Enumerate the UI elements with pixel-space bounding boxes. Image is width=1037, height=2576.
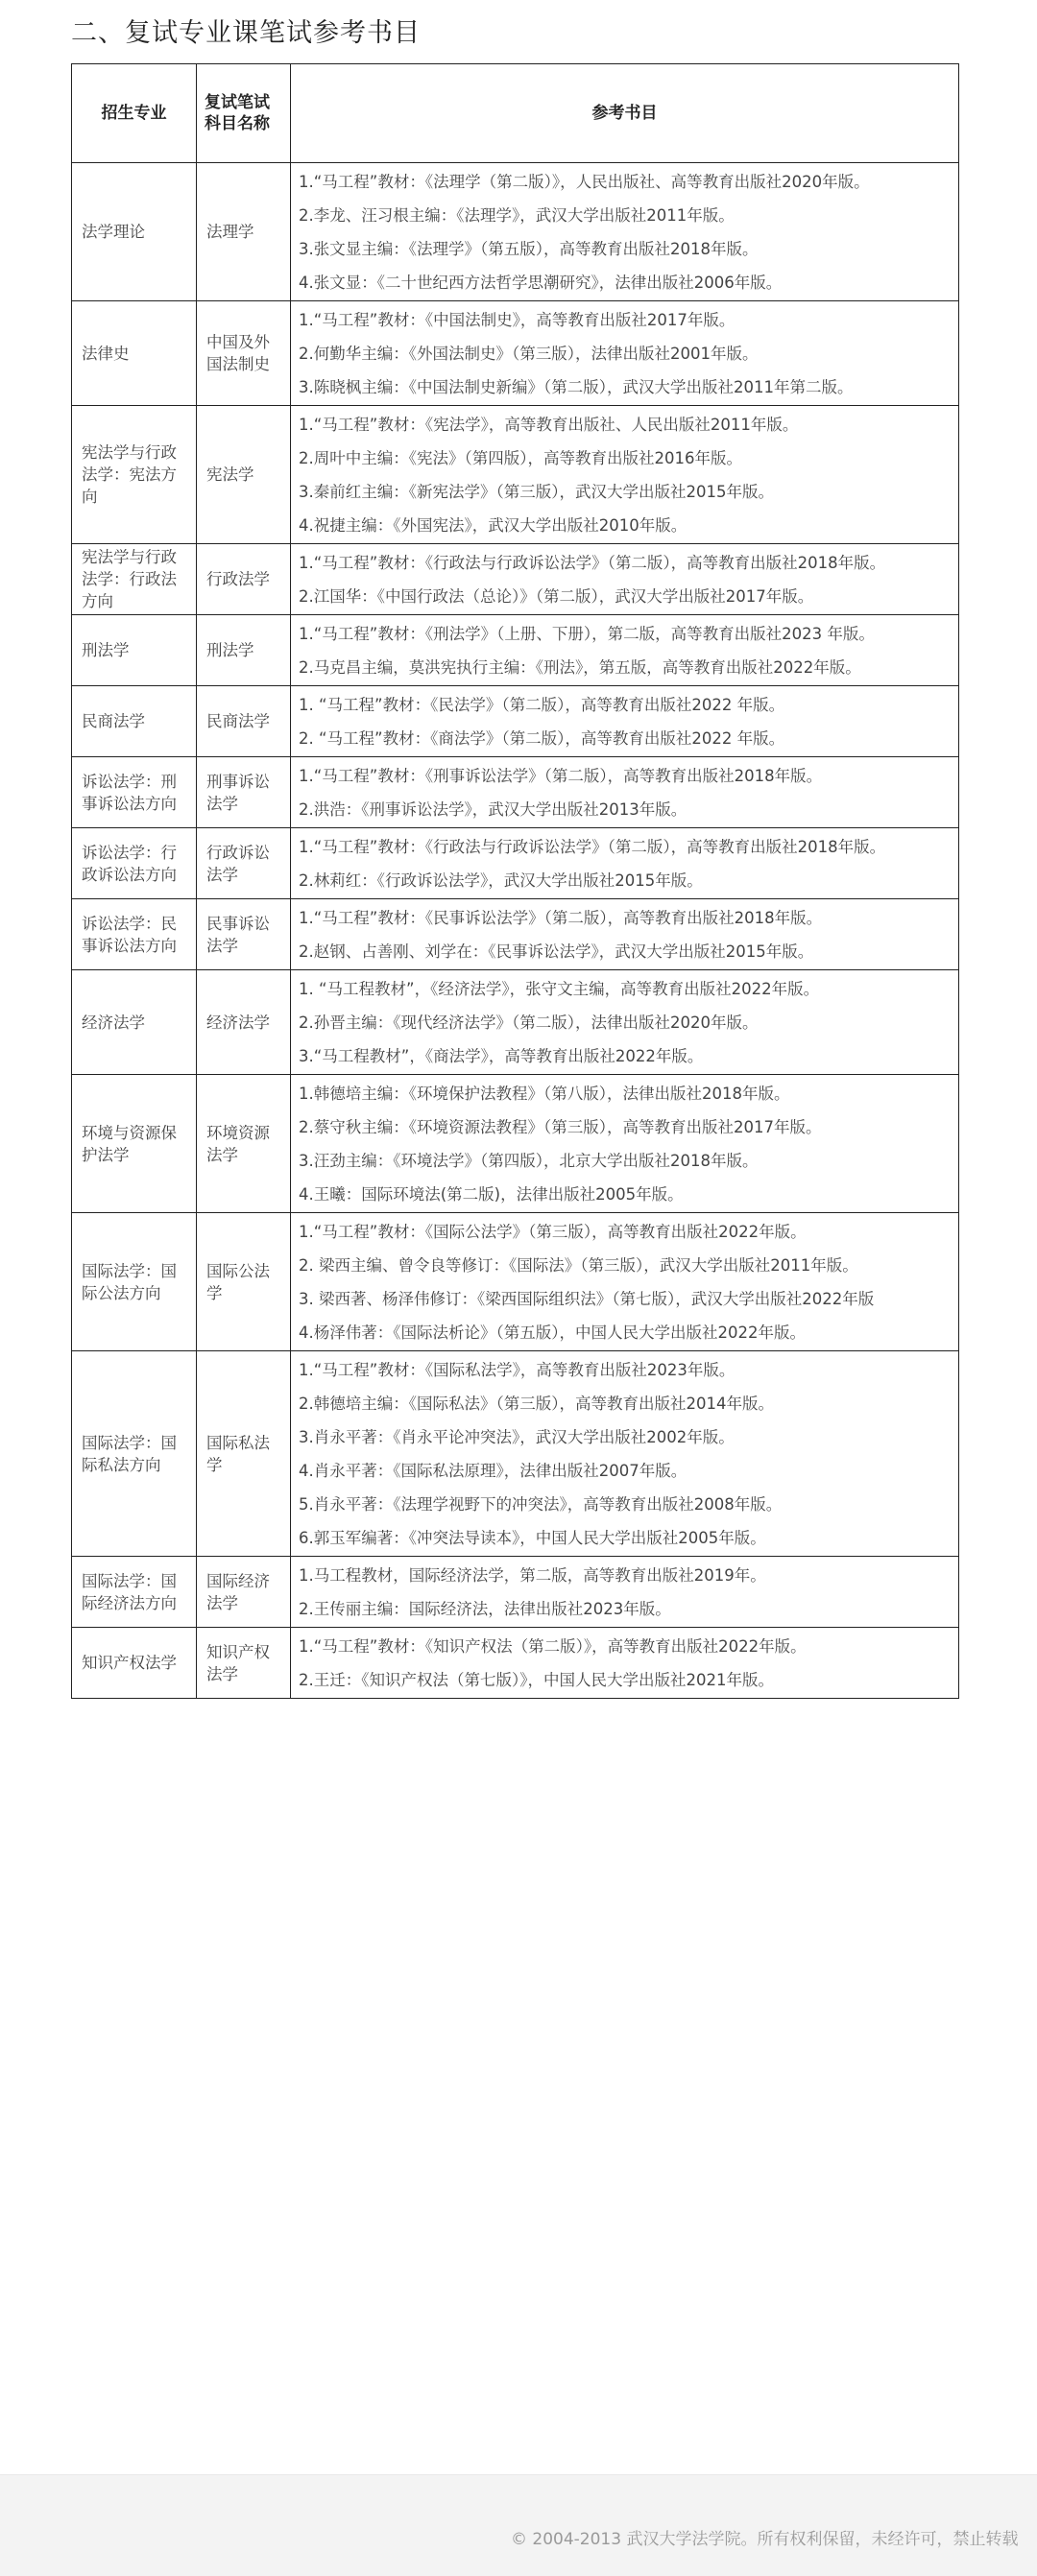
reference-book-item: 2.洪浩：《刑事诉讼法学》，武汉大学出版社2013年版。 — [299, 800, 687, 819]
reference-book-item: 1.“马工程”教材：《行政法与行政诉讼法学》（第二版），高等教育出版社2018年版。 — [299, 838, 886, 856]
exam-subject-cell: 行政诉讼法学 — [197, 828, 291, 899]
table-row — [72, 406, 959, 544]
reference-books-cell — [291, 1557, 959, 1628]
reference-book-item: 1.“马工程”教材：《宪法学》，高等教育出版社、人民出版社2011年版。 — [299, 416, 799, 434]
reference-book-item: 4.肖永平著：《国际私法原理》，法律出版社2007年版。 — [299, 1462, 687, 1480]
section-title: 二、复试专业课笔试参考书目 — [71, 18, 421, 48]
reference-book-item: 3.陈晓枫主编：《中国法制史新编》（第二版），武汉大学出版社2011年第二版。 — [299, 378, 854, 396]
reference-books-cell — [291, 544, 959, 615]
major-cell: 民商法学 — [72, 686, 197, 757]
reference-book-item: 1.韩德培主编：《环境保护法教程》（第八版），法律出版社2018年版。 — [299, 1085, 790, 1103]
reference-books-cell — [291, 301, 959, 406]
table-row — [72, 301, 959, 406]
reference-book-item: 2.周叶中主编：《宪法》（第四版），高等教育出版社2016年版。 — [299, 449, 742, 467]
exam-subject-cell: 中国及外国法制史 — [197, 301, 291, 406]
major-cell: 宪法学与行政法学：宪法方向 — [72, 406, 197, 544]
reference-book-item: 2.李龙、汪习根主编：《法理学》，武汉大学出版社2011年版。 — [299, 206, 735, 225]
reference-book-item: 2.马克昌主编，莫洪宪执行主编：《刑法》，第五版，高等教育出版社2022年版。 — [299, 658, 861, 677]
exam-subject-cell: 民商法学 — [197, 686, 291, 757]
table-row — [72, 899, 959, 970]
reference-book-item: 1.“马工程”教材：《刑事诉讼法学》（第二版），高等教育出版社2018年版。 — [299, 767, 823, 785]
reference-book-item: 5.肖永平著：《法理学视野下的冲突法》，高等教育出版社2008年版。 — [299, 1495, 783, 1514]
table-row — [72, 615, 959, 686]
reference-book-item: 2.林莉红：《行政诉讼法学》，武汉大学出版社2015年版。 — [299, 871, 703, 890]
reference-book-item: 1.“马工程”教材：《行政法与行政诉讼法学》（第二版），高等教育出版社2018年版。 — [299, 554, 886, 572]
major-cell: 诉讼法学：刑事诉讼法方向 — [72, 757, 197, 828]
reference-book-item: 3. 梁西著、杨泽伟修订：《梁西国际组织法》（第七版），武汉大学出版社2022年版 — [299, 1290, 875, 1308]
reference-book-item: 2.江国华：《中国行政法（总论）》（第二版），武汉大学出版社2017年版。 — [299, 587, 814, 606]
reference-books-cell — [291, 828, 959, 899]
reference-book-item: 1.“马工程”教材：《知识产权法（第二版）》，高等教育出版社2022年版。 — [299, 1637, 807, 1656]
table-row — [72, 1628, 959, 1699]
table-row — [72, 163, 959, 301]
exam-subject-cell: 国际私法学 — [197, 1351, 291, 1557]
major-cell: 国际法学：国际公法方向 — [72, 1213, 197, 1351]
reference-book-item: 4.王曦：国际环境法(第二版)，法律出版社2005年版。 — [299, 1185, 684, 1204]
reference-book-item: 2.何勤华主编：《外国法制史》（第三版），法律出版社2001年版。 — [299, 345, 759, 363]
reference-book-item: 2. “马工程”教材：《商法学》（第二版），高等教育出版社2022 年版。 — [299, 729, 785, 748]
reference-book-item: 1.“马工程”教材：《国际私法学》，高等教育出版社2023年版。 — [299, 1361, 736, 1379]
exam-subject-cell: 刑事诉讼法学 — [197, 757, 291, 828]
exam-subject-cell: 法理学 — [197, 163, 291, 301]
major-cell: 法律史 — [72, 301, 197, 406]
major-cell: 经济法学 — [72, 970, 197, 1075]
reference-book-item: 1. “马工程教材”，《经济法学》，张守文主编，高等教育出版社2022年版。 — [299, 980, 820, 998]
reference-book-item: 1.“马工程”教材：《中国法制史》，高等教育出版社2017年版。 — [299, 311, 736, 329]
reference-book-item: 6.郭玉军编著：《冲突法导读本》，中国人民大学出版社2005年版。 — [299, 1529, 766, 1547]
reference-book-item: 1.马工程教材，国际经济法学，第二版，高等教育出版社2019年。 — [299, 1566, 766, 1585]
header-subject: 复试笔试科目名称 — [197, 64, 291, 163]
header-major: 招生专业 — [72, 64, 197, 163]
reference-book-item: 3.汪劲主编：《环境法学》（第四版），北京大学出版社2018年版。 — [299, 1152, 759, 1170]
major-cell: 国际法学：国际私法方向 — [72, 1351, 197, 1557]
reference-book-item: 4.祝捷主编：《外国宪法》，武汉大学出版社2010年版。 — [299, 516, 687, 535]
table-row — [72, 1213, 959, 1351]
reference-books-cell — [291, 406, 959, 544]
reference-books-cell — [291, 1351, 959, 1557]
table-row — [72, 1557, 959, 1628]
reference-book-item: 2.孙晋主编：《现代经济法学》（第二版），法律出版社2020年版。 — [299, 1014, 759, 1032]
page-footer — [0, 2474, 1037, 2576]
reference-book-item: 3.秦前红主编：《新宪法学》（第三版），武汉大学出版社2015年版。 — [299, 483, 774, 501]
reference-book-item: 1.“马工程”教材：《民事诉讼法学》（第二版），高等教育出版社2018年版。 — [299, 909, 823, 927]
table-row — [72, 1075, 959, 1213]
reference-books-cell — [291, 970, 959, 1075]
reference-books-table — [71, 63, 959, 1699]
exam-subject-cell: 宪法学 — [197, 406, 291, 544]
reference-book-item: 2.王传丽主编：国际经济法，法律出版社2023年版。 — [299, 1600, 671, 1618]
reference-book-item: 1.“马工程”教材：《刑法学》（上册、下册），第二版，高等教育出版社2023 年版。 — [299, 625, 875, 643]
exam-subject-cell: 行政法学 — [197, 544, 291, 615]
exam-subject-cell: 国际经济法学 — [197, 1557, 291, 1628]
table-row — [72, 686, 959, 757]
copyright-text: © 2004-2013 武汉大学法学院。所有权利保留，未经许可，禁止转载 — [511, 2530, 1019, 2549]
major-cell: 法学理论 — [72, 163, 197, 301]
table-row — [72, 970, 959, 1075]
reference-books-cell — [291, 163, 959, 301]
reference-books-cell — [291, 1628, 959, 1699]
reference-book-item: 2.王迁：《知识产权法（第七版）》，中国人民大学出版社2021年版。 — [299, 1671, 774, 1689]
major-cell: 诉讼法学：行政诉讼法方向 — [72, 828, 197, 899]
table-body — [72, 163, 959, 1699]
major-cell: 知识产权法学 — [72, 1628, 197, 1699]
exam-subject-cell: 刑法学 — [197, 615, 291, 686]
exam-subject-cell: 环境资源法学 — [197, 1075, 291, 1213]
reference-book-item: 2.赵钢、占善刚、刘学在：《民事诉讼法学》，武汉大学出版社2015年版。 — [299, 942, 814, 961]
major-cell: 宪法学与行政法学：行政法方向 — [72, 544, 197, 615]
reference-book-item: 3.“马工程教材”，《商法学》，高等教育出版社2022年版。 — [299, 1047, 704, 1065]
reference-books-cell — [291, 615, 959, 686]
major-cell: 环境与资源保护法学 — [72, 1075, 197, 1213]
reference-book-item: 4.张文显：《二十世纪西方法哲学思潮研究》，法律出版社2006年版。 — [299, 274, 783, 292]
reference-book-item: 3.肖永平著：《肖永平论冲突法》，武汉大学出版社2002年版。 — [299, 1428, 735, 1446]
table-row — [72, 544, 959, 615]
major-cell: 诉讼法学：民事诉讼法方向 — [72, 899, 197, 970]
exam-subject-cell: 知识产权法学 — [197, 1628, 291, 1699]
exam-subject-cell: 国际公法学 — [197, 1213, 291, 1351]
major-cell: 国际法学：国际经济法方向 — [72, 1557, 197, 1628]
major-cell: 刑法学 — [72, 615, 197, 686]
reference-books-cell — [291, 757, 959, 828]
table-header-row — [72, 64, 959, 163]
reference-books-cell — [291, 686, 959, 757]
reference-book-item: 4.杨泽伟著：《国际法析论》（第五版），中国人民大学出版社2022年版。 — [299, 1324, 806, 1342]
reference-book-item: 1. “马工程”教材：《民法学》（第二版），高等教育出版社2022 年版。 — [299, 696, 785, 714]
exam-subject-cell: 民事诉讼法学 — [197, 899, 291, 970]
table-row — [72, 828, 959, 899]
reference-book-item: 2. 梁西主编、曾令良等修订：《国际法》（第三版），武汉大学出版社2011年版。 — [299, 1256, 858, 1275]
reference-book-item: 3.张文显主编：《法理学》（第五版），高等教育出版社2018年版。 — [299, 240, 759, 258]
reference-books-cell — [291, 899, 959, 970]
table-row — [72, 757, 959, 828]
table-row — [72, 1351, 959, 1557]
header-books: 参考书目 — [291, 64, 959, 163]
reference-books-cell — [291, 1075, 959, 1213]
reference-book-item: 2.韩德培主编：《国际私法》（第三版），高等教育出版社2014年版。 — [299, 1395, 774, 1413]
reference-book-item: 1.“马工程”教材：《法理学（第二版）》，人民出版社、高等教育出版社2020年版。 — [299, 173, 870, 191]
reference-book-item: 2.蔡守秋主编：《环境资源法教程》（第三版），高等教育出版社2017年版。 — [299, 1118, 822, 1136]
reference-books-cell — [291, 1213, 959, 1351]
exam-subject-cell: 经济法学 — [197, 970, 291, 1075]
reference-book-item: 1.“马工程”教材：《国际公法学》（第三版），高等教育出版社2022年版。 — [299, 1223, 807, 1241]
